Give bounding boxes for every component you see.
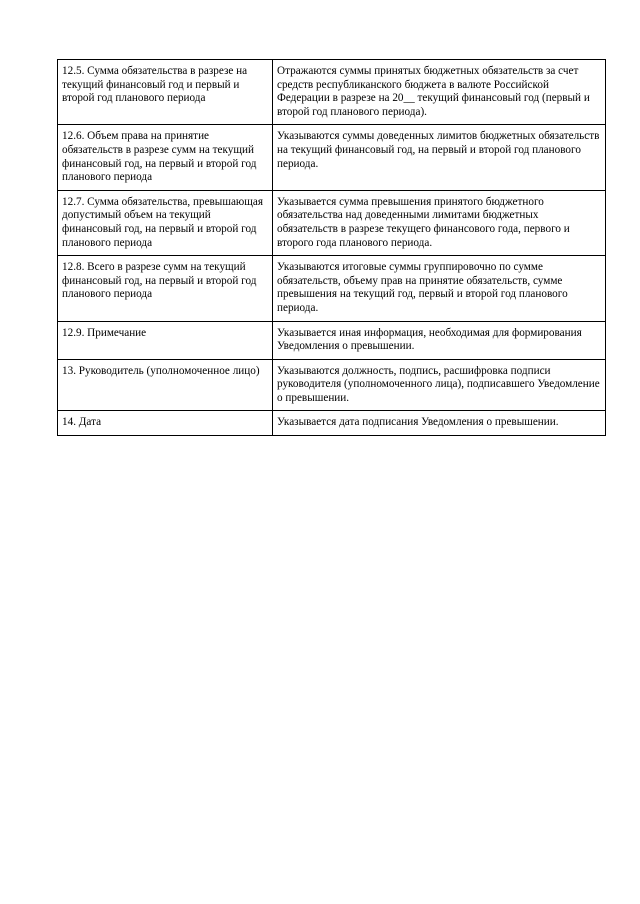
field-cell: 12.9. Примечание (58, 321, 273, 359)
instructions-table (57, 59, 606, 436)
table-row (58, 411, 606, 436)
table-row (58, 190, 606, 255)
description-cell: Указываются должность, подпись, расшифровка подписи руководителя (уполномоченного лица), подписавшего Уведомление о превышении. (273, 359, 606, 411)
field-cell: 12.8. Всего в разрезе сумм на текущий финансовый год, на первый и второй год планового периода (58, 256, 273, 321)
field-cell: 14. Дата (58, 411, 273, 436)
table-row (58, 256, 606, 321)
field-cell: 12.5. Сумма обязательства в разрезе на текущий финансовый год и первый и второй год планового периода (58, 60, 273, 125)
description-cell: Указывается иная информация, необходимая для формирования Уведомления о превышении. (273, 321, 606, 359)
field-cell: 12.7. Сумма обязательства, превышающая допустимый объем на текущий финансовый год, на первый и второй год планового периода (58, 190, 273, 255)
description-cell: Указывается дата подписания Уведомления о превышении. (273, 411, 606, 436)
table-row (58, 321, 606, 359)
field-cell: 12.6. Объем права на принятие обязательств в разрезе сумм на текущий финансовый год, на первый и второй год планового периода (58, 125, 273, 190)
description-cell: Указывается сумма превышения принятого бюджетного обязательства над доведенными лимитами бюджетных обязательств в разрезе текущего финансового года, первого и второго года планового периода. (273, 190, 606, 255)
description-cell: Отражаются суммы принятых бюджетных обязательств за счет средств республиканского бюджета в валюте Российской Федерации в разрезе на 20__ текущий финансовый год (первый и второй год планового периода). (273, 60, 606, 125)
table-row (58, 359, 606, 411)
field-cell: 13. Руководитель (уполномоченное лицо) (58, 359, 273, 411)
table-row (58, 125, 606, 190)
description-cell: Указываются суммы доведенных лимитов бюджетных обязательств на текущий финансовый год, на первый и второй год планового периода. (273, 125, 606, 190)
table-row (58, 60, 606, 125)
description-cell: Указываются итоговые суммы группировочно по сумме обязательств, объему прав на принятие обязательств, сумме превышения на текущий год, первый и второй год планового периода. (273, 256, 606, 321)
